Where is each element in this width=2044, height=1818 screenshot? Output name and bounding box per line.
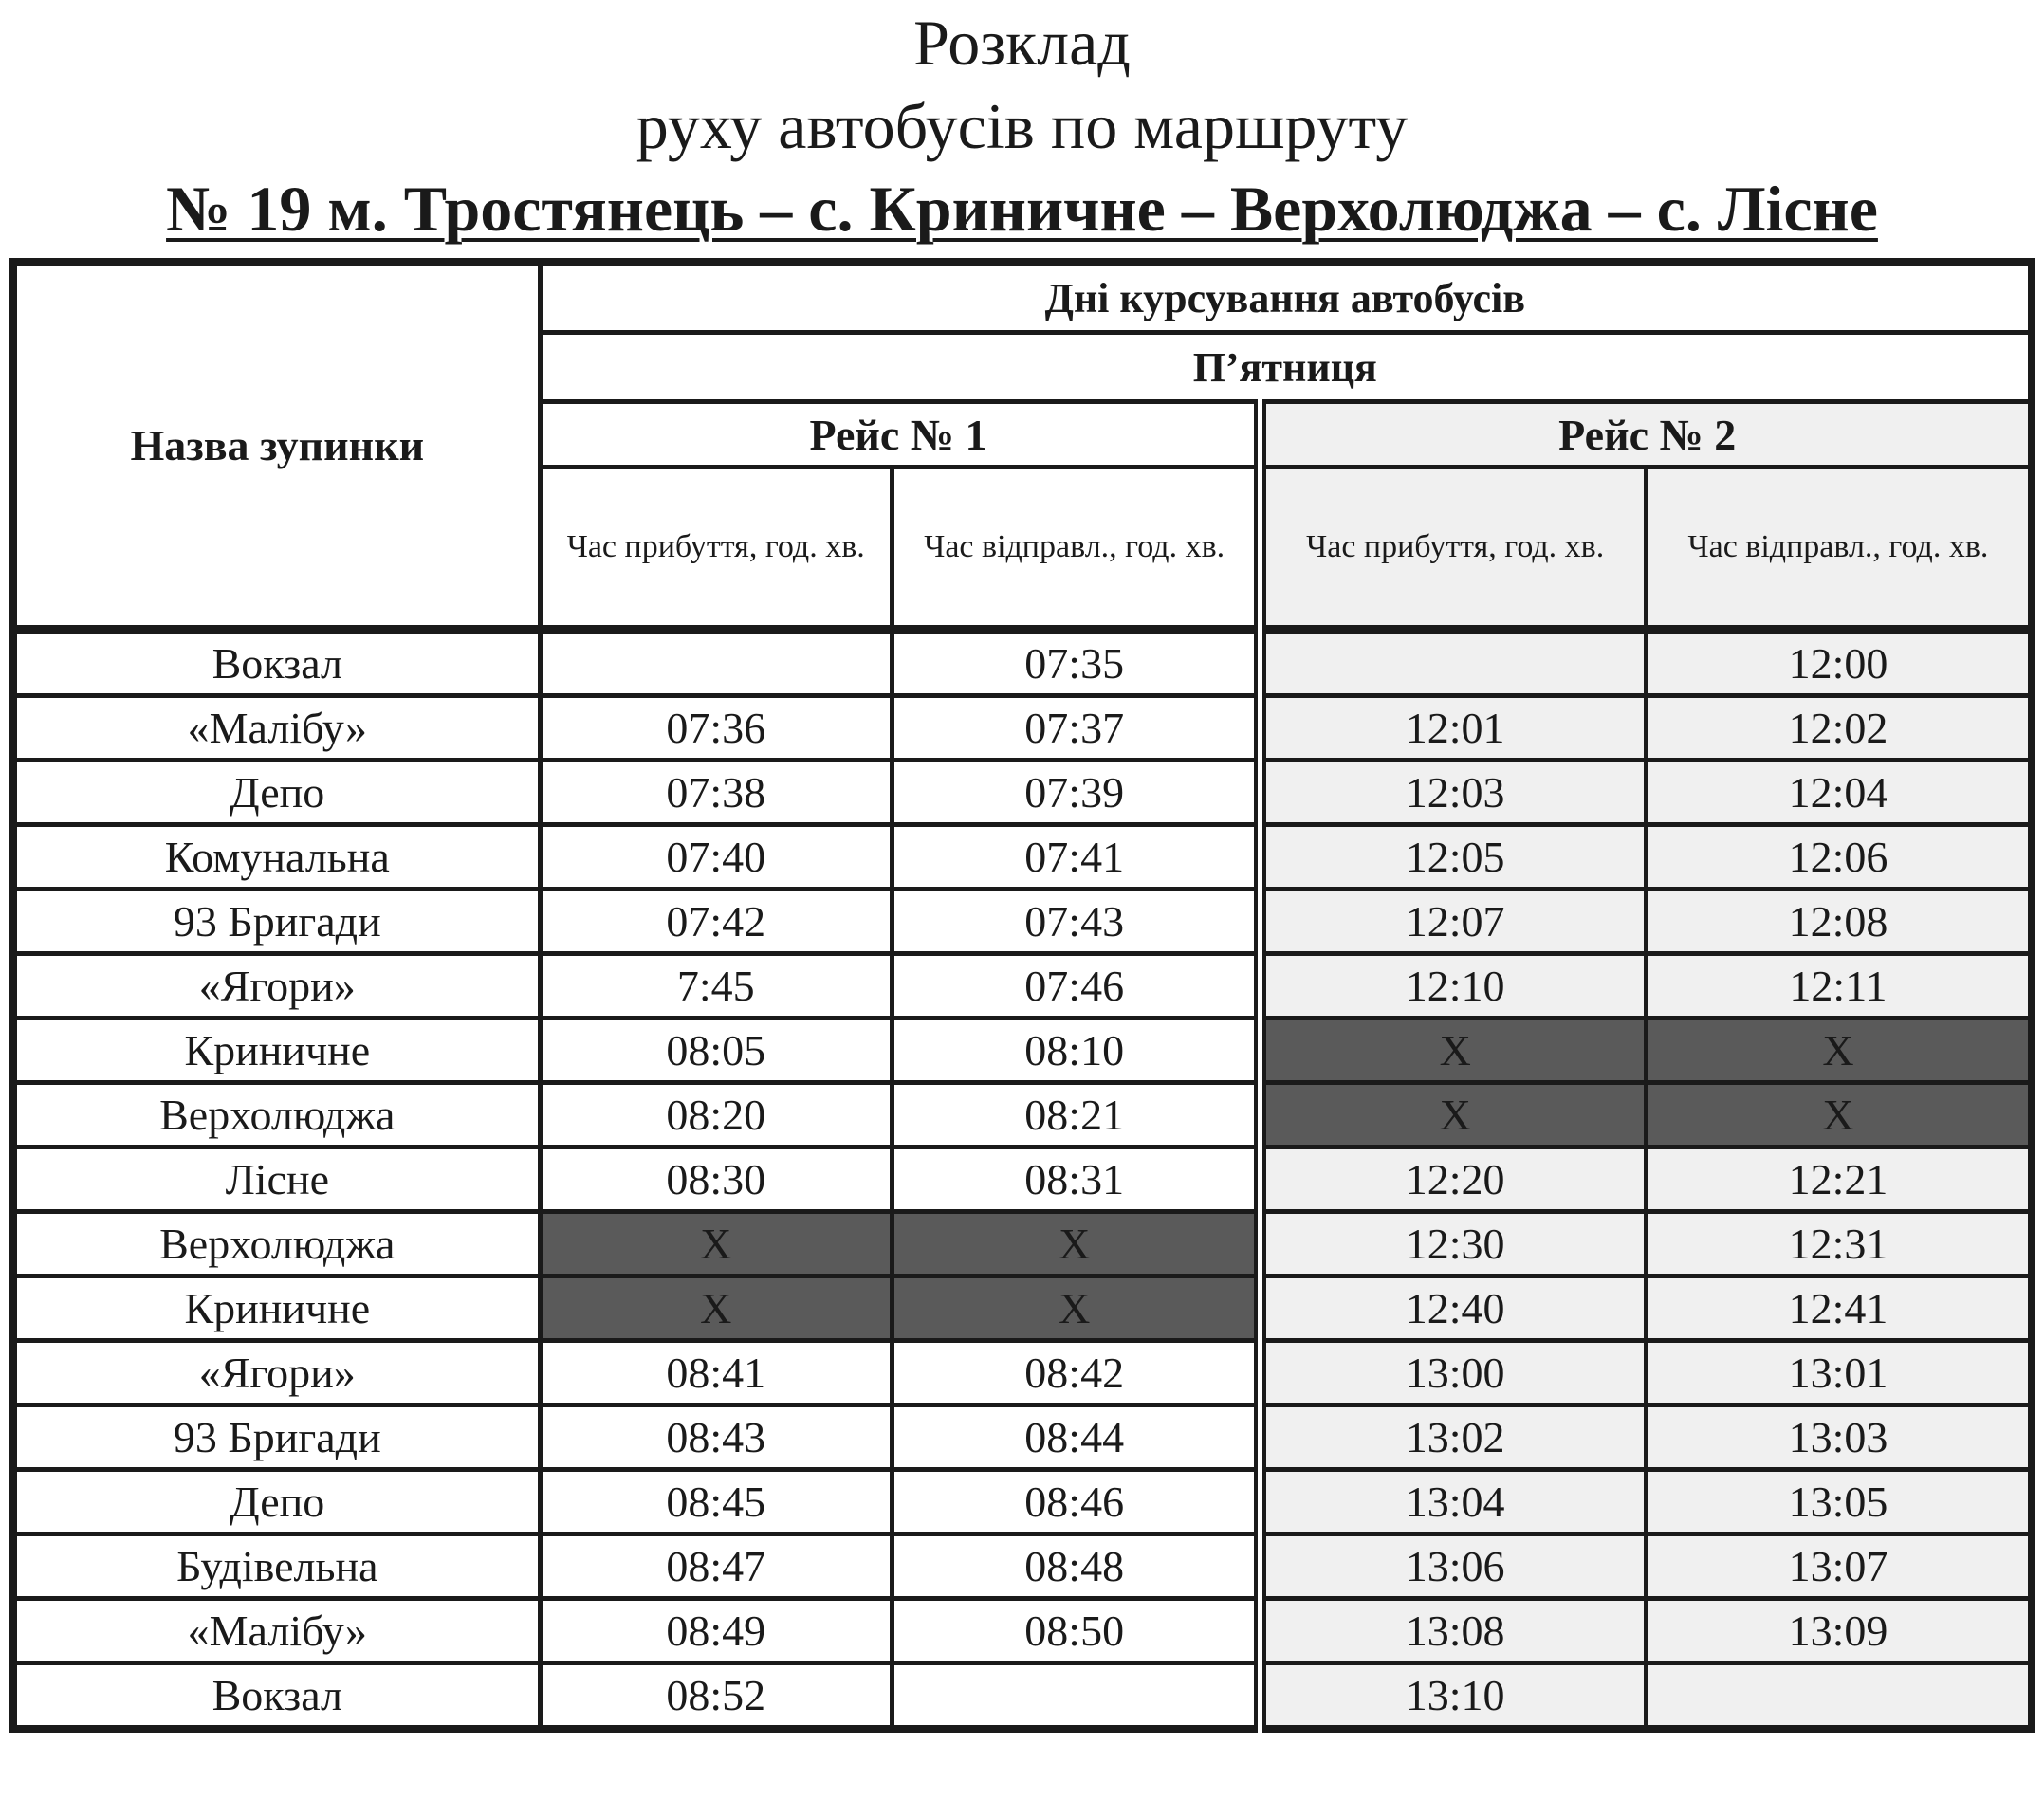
trip-1-arrival-header: Час прибуття, год. хв. xyxy=(540,468,892,630)
trip-1-departure-cell: 08:48 xyxy=(892,1534,1260,1599)
trip-2-departure-cell: 12:06 xyxy=(1646,825,2032,890)
trip-1-arrival-cell: 07:40 xyxy=(540,825,892,890)
stop-name-cell: Депо xyxy=(13,1470,540,1534)
stop-name-cell: 93 Бригади xyxy=(13,1405,540,1470)
trip-1-header: Рейс № 1 xyxy=(540,402,1261,468)
trip-2-departure-cancelled-cell: X xyxy=(1646,1019,2032,1083)
trip-2-departure-cell xyxy=(1646,1663,2032,1730)
trip-1-arrival-cell: 08:30 xyxy=(540,1148,892,1212)
stop-name-cell: Лісне xyxy=(13,1148,540,1212)
schedule-table xyxy=(9,258,2035,1733)
trip-2-arrival-cell: 12:01 xyxy=(1261,696,1647,761)
trip-1-departure-cell: 07:35 xyxy=(892,630,1260,696)
table-row xyxy=(13,1663,2032,1730)
route-title: № 19 м. Тростянець – с. Криничне – Верхолюджа – с. Лісне xyxy=(166,173,1878,245)
trip-2-departure-cell: 12:00 xyxy=(1646,630,2032,696)
trip-1-arrival-cell: 08:41 xyxy=(540,1341,892,1405)
trip-2-arrival-cell: 12:07 xyxy=(1261,890,1647,954)
trip-1-departure-cell: 08:21 xyxy=(892,1083,1260,1148)
trip-2-arrival-cell: 13:06 xyxy=(1261,1534,1647,1599)
stop-name-cell: Вокзал xyxy=(13,1663,540,1730)
trip-2-departure-cell: 13:03 xyxy=(1646,1405,2032,1470)
table-row xyxy=(13,1470,2032,1534)
table-row xyxy=(13,1148,2032,1212)
trip-2-arrival-cancelled-cell: X xyxy=(1261,1083,1647,1148)
trip-2-arrival-cell: 12:10 xyxy=(1261,954,1647,1019)
trip-1-departure-cell: 08:46 xyxy=(892,1470,1260,1534)
trip-1-departure-cell: 08:42 xyxy=(892,1341,1260,1405)
trip-1-arrival-cell: 08:43 xyxy=(540,1405,892,1470)
title-subheading: руху автобусів по маршруту xyxy=(635,90,1409,162)
day-header: П’ятниця xyxy=(540,333,2032,402)
table-row xyxy=(13,1019,2032,1083)
trip-2-arrival-cell: 13:10 xyxy=(1261,1663,1647,1730)
table-row xyxy=(13,890,2032,954)
trip-2-arrival-cell: 12:40 xyxy=(1261,1276,1647,1341)
trip-1-arrival-cell: 08:47 xyxy=(540,1534,892,1599)
stop-name-header: Назва зупинки xyxy=(13,262,540,630)
trip-2-departure-cell: 13:01 xyxy=(1646,1341,2032,1405)
table-row xyxy=(13,696,2032,761)
trip-2-departure-cell: 12:41 xyxy=(1646,1276,2032,1341)
trip-2-arrival-cell: 12:30 xyxy=(1261,1212,1647,1276)
trip-1-departure-cell xyxy=(892,1663,1260,1730)
stop-name-cell: «Ягори» xyxy=(13,1341,540,1405)
trip-1-arrival-cell: 08:52 xyxy=(540,1663,892,1730)
trip-1-departure-cell: 08:50 xyxy=(892,1599,1260,1663)
trip-2-arrival-cell: 12:05 xyxy=(1261,825,1647,890)
trip-1-arrival-cell: 08:20 xyxy=(540,1083,892,1148)
trip-1-departure-cancelled-cell: X xyxy=(892,1212,1260,1276)
trip-2-arrival-cell: 13:00 xyxy=(1261,1341,1647,1405)
trip-2-departure-cancelled-cell: X xyxy=(1646,1083,2032,1148)
table-row xyxy=(13,761,2032,825)
stop-name-cell: Криничне xyxy=(13,1276,540,1341)
table-row xyxy=(13,825,2032,890)
trip-1-arrival-cell xyxy=(540,630,892,696)
trip-2-departure-header: Час відправл., год. хв. xyxy=(1646,468,2032,630)
trip-2-departure-cell: 12:21 xyxy=(1646,1148,2032,1212)
trip-2-arrival-cell: 13:08 xyxy=(1261,1599,1647,1663)
table-row xyxy=(13,630,2032,696)
trip-2-arrival-cell: 13:02 xyxy=(1261,1405,1647,1470)
stop-name-cell: «Малібу» xyxy=(13,696,540,761)
table-row xyxy=(13,1341,2032,1405)
trip-1-arrival-cell: 07:36 xyxy=(540,696,892,761)
trip-2-departure-cell: 12:04 xyxy=(1646,761,2032,825)
trip-1-departure-cell: 07:43 xyxy=(892,890,1260,954)
trip-1-arrival-cancelled-cell: X xyxy=(540,1276,892,1341)
table-row xyxy=(13,954,2032,1019)
table-row xyxy=(13,1083,2032,1148)
days-header: Дні курсування автобусів xyxy=(540,262,2032,333)
trip-1-arrival-cancelled-cell: X xyxy=(540,1212,892,1276)
trip-1-departure-cell: 07:39 xyxy=(892,761,1260,825)
trip-1-arrival-cell: 08:49 xyxy=(540,1599,892,1663)
title-heading: Розклад xyxy=(913,7,1131,79)
stop-name-cell: Будівельна xyxy=(13,1534,540,1599)
trip-2-header: Рейс № 2 xyxy=(1261,402,2032,468)
stop-name-cell: Криничне xyxy=(13,1019,540,1083)
trip-2-departure-cell: 13:09 xyxy=(1646,1599,2032,1663)
trip-1-arrival-cell: 07:42 xyxy=(540,890,892,954)
trip-1-departure-cell: 08:44 xyxy=(892,1405,1260,1470)
trip-2-departure-cell: 13:07 xyxy=(1646,1534,2032,1599)
trip-2-departure-cell: 12:08 xyxy=(1646,890,2032,954)
trip-2-arrival-cell: 12:20 xyxy=(1261,1148,1647,1212)
trip-1-departure-cell: 08:31 xyxy=(892,1148,1260,1212)
stop-name-cell: Депо xyxy=(13,761,540,825)
table-row xyxy=(13,1276,2032,1341)
trip-1-arrival-cell: 07:38 xyxy=(540,761,892,825)
stop-name-cell: «Ягори» xyxy=(13,954,540,1019)
stop-name-cell: Комунальна xyxy=(13,825,540,890)
trip-1-arrival-cell: 08:05 xyxy=(540,1019,892,1083)
trip-2-departure-cell: 13:05 xyxy=(1646,1470,2032,1534)
stop-name-cell: Верхолюджа xyxy=(13,1212,540,1276)
stop-name-cell: 93 Бригади xyxy=(13,890,540,954)
trip-2-arrival-header: Час прибуття, год. хв. xyxy=(1261,468,1647,630)
table-row xyxy=(13,1405,2032,1470)
trip-2-arrival-cell: 13:04 xyxy=(1261,1470,1647,1534)
trip-1-departure-header: Час відправл., год. хв. xyxy=(892,468,1260,630)
trip-1-arrival-cell: 7:45 xyxy=(540,954,892,1019)
trip-2-departure-cell: 12:11 xyxy=(1646,954,2032,1019)
stop-name-cell: «Малібу» xyxy=(13,1599,540,1663)
stop-name-cell: Верхолюджа xyxy=(13,1083,540,1148)
table-row xyxy=(13,1534,2032,1599)
trip-1-departure-cell: 07:41 xyxy=(892,825,1260,890)
trip-2-arrival-cancelled-cell: X xyxy=(1261,1019,1647,1083)
trip-2-arrival-cell: 12:03 xyxy=(1261,761,1647,825)
trip-2-departure-cell: 12:31 xyxy=(1646,1212,2032,1276)
trip-1-departure-cancelled-cell: X xyxy=(892,1276,1260,1341)
trip-1-departure-cell: 08:10 xyxy=(892,1019,1260,1083)
trip-1-departure-cell: 07:46 xyxy=(892,954,1260,1019)
table-row xyxy=(13,1212,2032,1276)
trip-2-arrival-cell xyxy=(1261,630,1647,696)
trip-1-arrival-cell: 08:45 xyxy=(540,1470,892,1534)
trip-2-departure-cell: 12:02 xyxy=(1646,696,2032,761)
stop-name-cell: Вокзал xyxy=(13,630,540,696)
trip-1-departure-cell: 07:37 xyxy=(892,696,1260,761)
table-row xyxy=(13,1599,2032,1663)
